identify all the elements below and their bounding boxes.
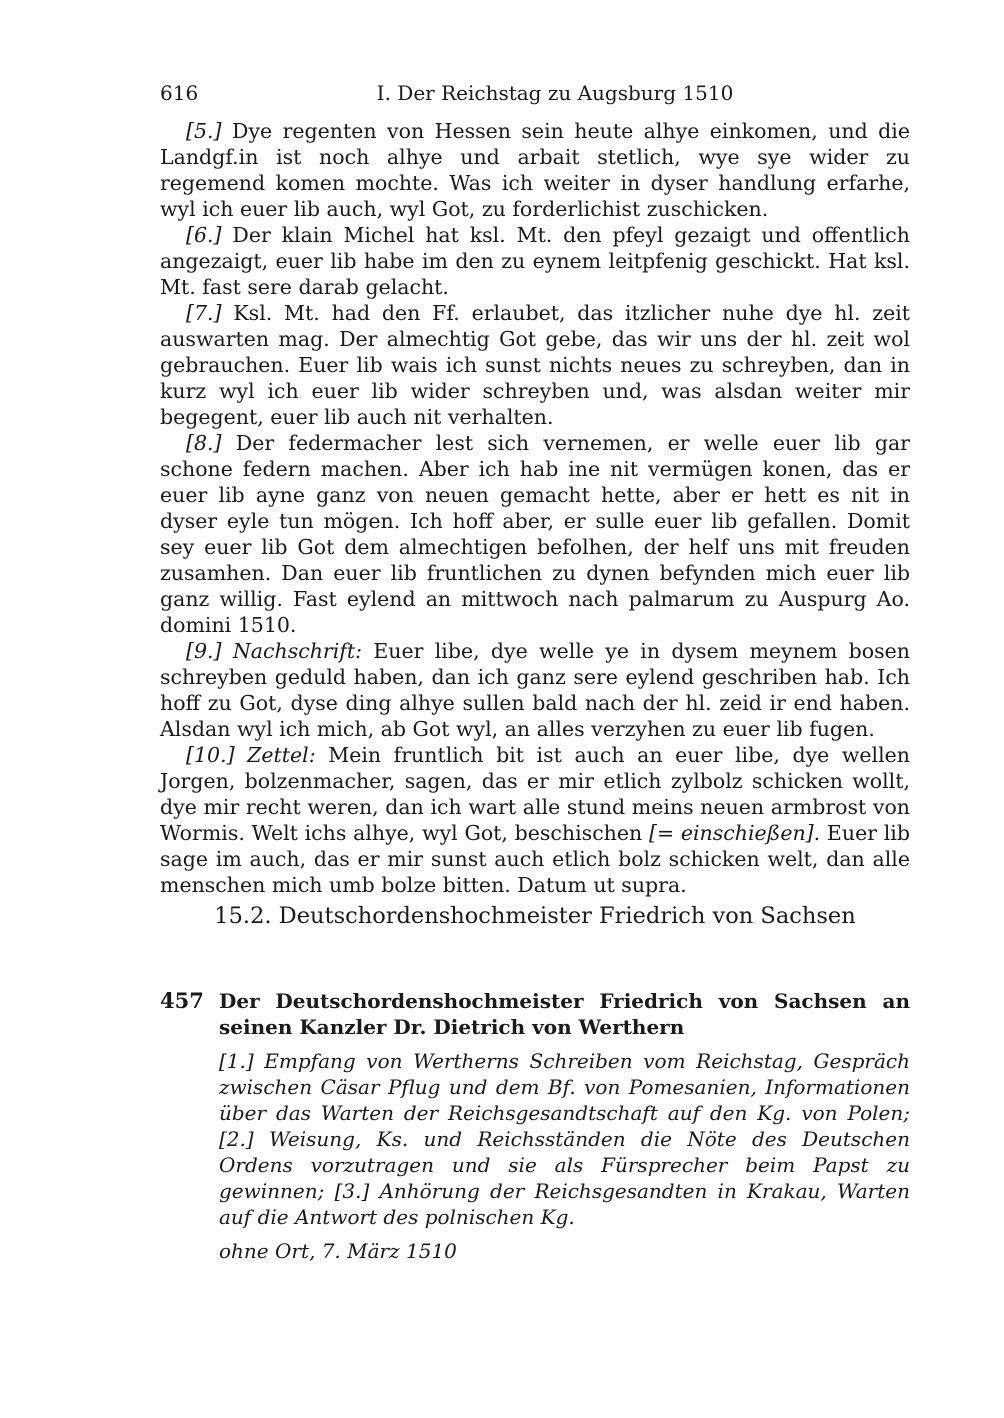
editorial-gloss: [= einschießen]	[648, 821, 814, 845]
letter-body	[160, 118, 910, 898]
paragraph-8	[160, 430, 910, 638]
document-regest: [1.] Empfang von Wertherns Schreiben vom Reichstag, Gespräch zwischen Cäsar Pflug und dem Bf. von Pomesanien, Informationen über das Warten der Reichsgesandtschaft auf den Kg. von Polen; [2.] Weisung, Ks. und Reichsständen die Nöte des Deutschen Ordens vorzutragen und sie als Fürsprecher beim Papst zu gewinnen; [3.] Anhörung der Reichsgesandten in Krakau, Warten auf die Antwort des polnischen Kg.	[219, 1049, 910, 1229]
paragraph-label: [6.]	[186, 223, 222, 247]
paragraph-text: Euer libe, dye welle ye in dysem meynem bosen schreyben geduld haben, dan ich ganz sere eylend geschriben hab. Ich hoff zu Got, dyse ding alhye sullen bald nach der hl. zeid ir end haben. Alsdan wyl ich mich, ab Got wyl, an alles verzyhen zu euer lib fugen.	[160, 639, 910, 741]
paragraph-text: Mein fruntlich bit ist auch an euer libe, dye wellen Jorgen, bolzenmacher, sagen, das er mir etlich zylbolz schicken wollt, dye mir recht weren, dan ich wart alle stund meins neuen armbrost von Wormis. Welt ichs alhye, wyl Got, beschischen	[160, 743, 910, 845]
paragraph-5	[160, 118, 910, 222]
paragraph-10	[160, 742, 910, 898]
paragraph-label: [5.]	[186, 119, 222, 143]
document-number: 457	[160, 988, 204, 1013]
paragraph-text: Dye regenten von Hessen sein heute alhye einkomen, und die Landgf.in ist noch alhye und arbait stetlich, wye sye wider zu regemend komen mochte. Was ich weiter in dyser handlung erfarhe, wyl ich euer lib auch, wyl Got, zu forderlichist zuschicken.	[160, 119, 910, 221]
paragraph-label: [7.]	[186, 301, 222, 325]
section-heading: 15.2. Deutschordenshochmeister Friedrich von Sachsen	[214, 903, 856, 929]
paragraph-text: Ksl. Mt. had den Ff. erlaubet, das itzlicher nuhe dye hl. zeit auswarten mag. Der almechtig Got gebe, das wir uns der hl. zeit wol gebrauchen. Euer lib wais ich sunst nichts neues zu schreyben, dan in kurz wyl ich euer lib wider schreyben und, was alsdan weiter mir begegent, euer lib auch nit verhalten.	[160, 301, 910, 429]
document-title: Der Deutschordenshochmeister Friedrich von Sachsen an seinen Kanzler Dr. Dietrich von Werthern	[219, 989, 910, 1039]
paragraph-6	[160, 222, 910, 300]
document-entry	[160, 988, 910, 1264]
paragraph-7	[160, 300, 910, 430]
paragraph-label: [9.] Nachschrift:	[186, 639, 362, 663]
running-title: I. Der Reichstag zu Augsburg 1510	[376, 81, 734, 105]
page-header	[160, 78, 910, 108]
paragraph-label: [8.]	[186, 431, 222, 455]
paragraph-text: Der federmacher lest sich vernemen, er welle euer lib gar schone federn machen. Aber ich hab ine nit vermügen konen, das er euer lib ayne ganz von neuen gemacht hette, aber er hett es nit in dyser eyle tun mögen. Ich hoff aber, er sulle euer lib gefallen. Domit sey euer lib Got dem almechtigen befolhen, der helf uns mit freuden zusamhen. Dan euer lib fruntlichen zu dynen befynden mich euer lib ganz willig. Fast eylend an mittwoch nach palmarum zu Auspurg Ao. domini 1510.	[160, 431, 910, 637]
paragraph-text-continued: . Euer lib sage im auch, das er mir sunst auch etlich bolz schicken welt, dan alle menschen mich umb bolze bitten. Datum ut supra.	[160, 821, 910, 897]
page-number: 616	[160, 81, 199, 105]
document-date: ohne Ort, 7. März 1510	[219, 1239, 457, 1263]
paragraph-9	[160, 638, 910, 742]
paragraph-text: Der klain Michel hat ksl. Mt. den pfeyl gezaigt und offentlich angezaigt, euer lib habe im den zu eynem leitpfenig geschickt. Hat ksl. Mt. fast sere darab gelacht.	[160, 223, 910, 299]
paragraph-label: [10.] Zettel:	[186, 743, 316, 767]
